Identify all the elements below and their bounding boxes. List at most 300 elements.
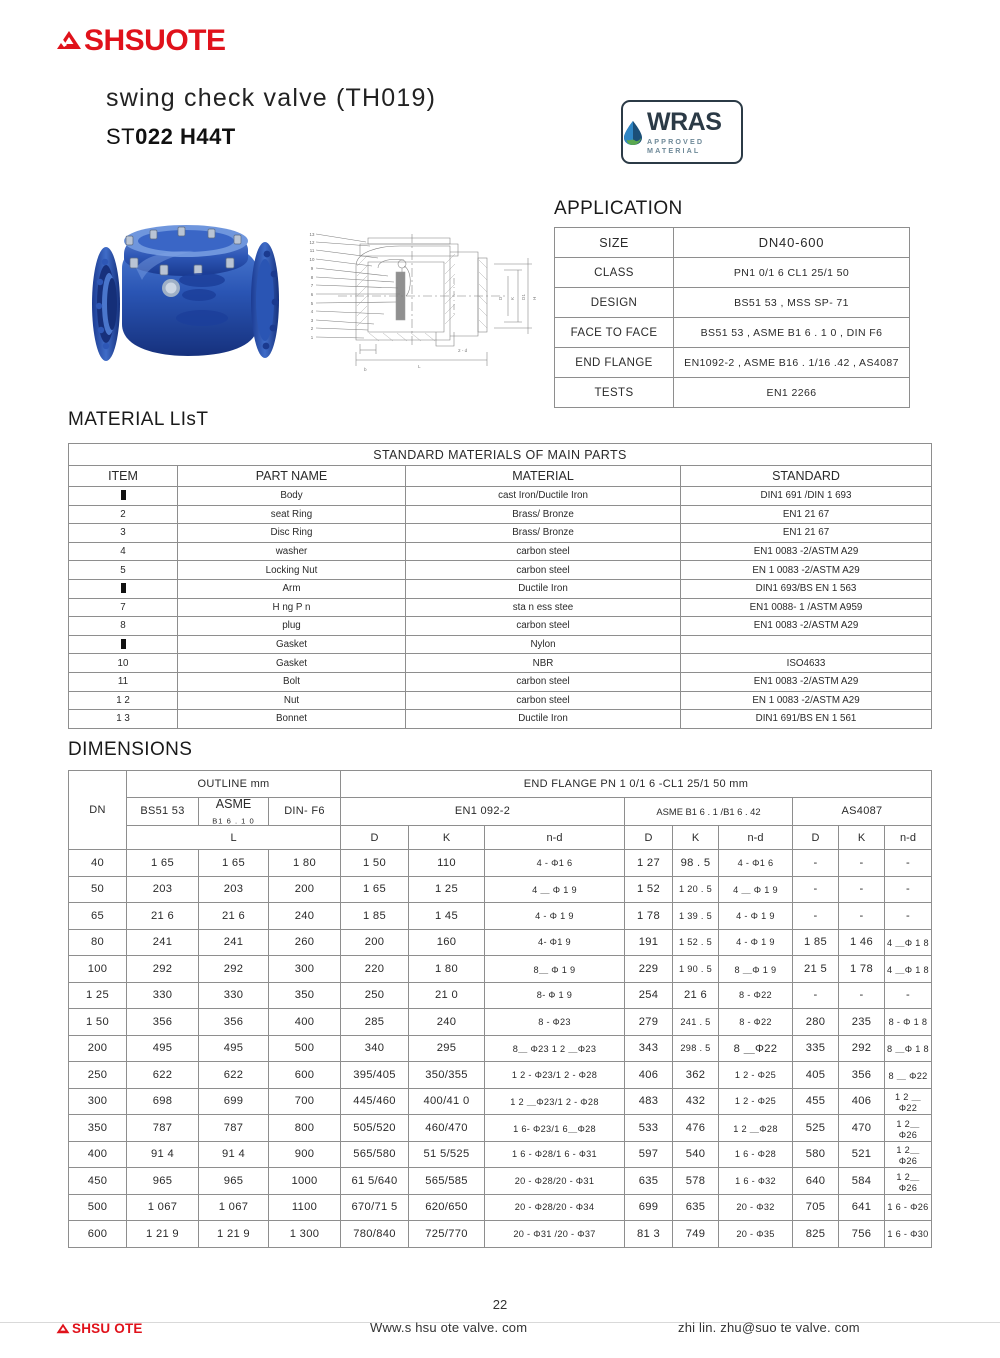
dim-cell-asme-k: 476 <box>673 1115 719 1142</box>
material-item-number: 7 <box>69 598 178 617</box>
dim-std-asme-b16: ASME B1 6 . 1 /B1 6 . 42 <box>625 797 793 826</box>
table-row <box>69 956 932 983</box>
material-standard: EN1 0083 -2/ASTM A29 <box>681 672 932 691</box>
footer-email[interactable]: zhi lin. zhu@suo te valve. com <box>678 1320 860 1335</box>
dim-cell-as-k: 1 46 <box>839 929 885 956</box>
svg-text:4: 4 <box>310 309 314 314</box>
dim-cell-asme-outline: 91 4 <box>199 1141 269 1168</box>
table-row <box>69 505 932 524</box>
dim-cell-as-k: 641 <box>839 1194 885 1221</box>
dim-cell-asme-outline: 965 <box>199 1168 269 1195</box>
dim-cell-asme-nd: 1 2 - Φ25 <box>719 1088 793 1115</box>
dim-cell-bs5153: 622 <box>127 1062 199 1089</box>
brand-logo <box>56 26 226 56</box>
dim-cell-as-nd: 8 ＿Φ 1 8 <box>885 1035 932 1062</box>
svg-text:10: 10 <box>309 257 315 262</box>
dim-cell-asme-d: 406 <box>625 1062 673 1089</box>
dim-cell-en-nd: 1 2 - Φ23/1 2 - Φ28 <box>485 1062 625 1089</box>
table-row <box>69 903 932 930</box>
dim-cell-asme-nd: 20 - Φ35 <box>719 1221 793 1248</box>
dim-cell-as-d: 580 <box>793 1141 839 1168</box>
material-standard: DIN1 691/BS EN 1 561 <box>681 710 932 729</box>
dim-cell-en-nd: 20 - Φ28/20 - Φ34 <box>485 1194 625 1221</box>
dim-cell-en-k: 460/470 <box>409 1115 485 1142</box>
table-row <box>69 850 932 877</box>
material-standard: EN 1 0083 -2/ASTM A29 <box>681 691 932 710</box>
svg-text:8: 8 <box>310 275 314 280</box>
wras-wordmark: WRAS <box>647 107 722 136</box>
dim-cell-dn: 200 <box>69 1035 127 1062</box>
dim-cell-en-k: 110 <box>409 850 485 877</box>
dim-cell-asme-outline: 622 <box>199 1062 269 1089</box>
table-row <box>69 1141 932 1168</box>
shsuote-triangle-logo <box>56 28 82 54</box>
item-number-bar-glyph <box>121 490 126 500</box>
table-row <box>69 1194 932 1221</box>
dim-cell-din-f6: 200 <box>269 876 341 903</box>
dim-cell-as-nd: - <box>885 903 932 930</box>
dim-cell-en-d: 445/460 <box>341 1088 409 1115</box>
dim-cell-asme-d: 254 <box>625 982 673 1009</box>
dim-cell-din-f6: 800 <box>269 1115 341 1142</box>
dim-cell-asme-nd: 4 - Φ1 6 <box>719 850 793 877</box>
dim-cell-asme-d: 597 <box>625 1141 673 1168</box>
material-material-name: sta n ess stee <box>406 598 681 617</box>
dim-cell-asme-nd: 4 - Φ 1 9 <box>719 903 793 930</box>
dim-cell-as-k: 584 <box>839 1168 885 1195</box>
shsuote-triangle-icon <box>56 1322 70 1336</box>
dim-subcol-as-k: K <box>839 826 885 850</box>
table-row <box>555 378 910 408</box>
dim-std-en1092-2: EN1 092-2 <box>341 797 625 826</box>
dim-cell-en-nd: 20 - Φ28/20 - Φ31 <box>485 1168 625 1195</box>
dim-cell-bs5153: 241 <box>127 929 199 956</box>
material-material-name: carbon steel <box>406 561 681 580</box>
dim-cell-bs5153: 1 65 <box>127 850 199 877</box>
dim-cell-en-d: 1 85 <box>341 903 409 930</box>
dim-cell-dn: 500 <box>69 1194 127 1221</box>
dim-cell-asme-nd: 1 6 - Φ28 <box>719 1141 793 1168</box>
application-value-end-flange: EN1092-2 , ASME B16 . 1/16 .42 , AS4087 <box>674 348 910 378</box>
dim-subcol-asme-nd: n-d <box>719 826 793 850</box>
dim-cell-din-f6: 1000 <box>269 1168 341 1195</box>
dim-cell-asme-d: 1 52 <box>625 876 673 903</box>
application-value-class: PN1 0/1 6 CL1 25/1 50 <box>674 258 910 288</box>
material-material-name: Nylon <box>406 635 681 654</box>
dim-cell-asme-k: 98 . 5 <box>673 850 719 877</box>
table-header-row-2 <box>69 797 932 826</box>
dim-cell-asme-outline: 241 <box>199 929 269 956</box>
dim-cell-asme-k: 1 20 . 5 <box>673 876 719 903</box>
dim-cell-bs5153: 21 6 <box>127 903 199 930</box>
dim-cell-as-nd: 1 2＿ Φ26 <box>885 1115 932 1142</box>
dim-cell-en-k: 620/650 <box>409 1194 485 1221</box>
dim-cell-as-d: 825 <box>793 1221 839 1248</box>
dim-cell-en-d: 285 <box>341 1009 409 1036</box>
dim-cell-asme-k: 21 6 <box>673 982 719 1009</box>
dim-cell-asme-d: 1 78 <box>625 903 673 930</box>
dim-cell-as-d: 1 85 <box>793 929 839 956</box>
table-title-row <box>69 444 932 466</box>
material-standard: EN1 0083 -2/ASTM A29 <box>681 617 932 636</box>
svg-text:2: 2 <box>310 326 314 331</box>
dim-cell-as-k: - <box>839 876 885 903</box>
material-part-name: Bonnet <box>178 710 406 729</box>
dim-cell-asme-outline: 292 <box>199 956 269 983</box>
dim-cell-bs5153: 965 <box>127 1168 199 1195</box>
dim-cell-asme-d: 279 <box>625 1009 673 1036</box>
application-key-face-to-face: FACE TO FACE <box>555 318 674 348</box>
dim-cell-asme-d: 229 <box>625 956 673 983</box>
dim-subcol-as-d: D <box>793 826 839 850</box>
svg-text:6: 6 <box>310 292 314 297</box>
dim-cell-din-f6: 900 <box>269 1141 341 1168</box>
table-row <box>69 1062 932 1089</box>
application-value-tests: EN1 2266 <box>674 378 910 408</box>
dim-cell-as-nd: 1 6 - Φ26 <box>885 1194 932 1221</box>
table-row <box>69 617 932 636</box>
application-table <box>554 227 910 408</box>
dim-cell-en-nd: 1 6- Φ23/1 6＿Φ28 <box>485 1115 625 1142</box>
table-row <box>69 487 932 506</box>
dim-cell-as-nd: 8 - Φ 1 8 <box>885 1009 932 1036</box>
table-row <box>69 672 932 691</box>
svg-text:1: 1 <box>310 335 314 340</box>
dim-cell-asme-k: 578 <box>673 1168 719 1195</box>
svg-text:K: K <box>510 296 515 300</box>
dim-cell-en-nd: 1 2 ＿Φ23/1 2 - Φ28 <box>485 1088 625 1115</box>
table-row <box>69 982 932 1009</box>
dim-cell-en-d: 395/405 <box>341 1062 409 1089</box>
dim-cell-en-nd: 8＿ Φ23 1 2 ＿Φ23 <box>485 1035 625 1062</box>
table-row <box>69 929 932 956</box>
table-row <box>69 579 932 598</box>
dim-cell-as-k: 292 <box>839 1035 885 1062</box>
dimensions-heading: DIMENSIONS <box>68 739 193 760</box>
material-item-number: 3 <box>69 524 178 543</box>
dim-cell-asme-k: 298 . 5 <box>673 1035 719 1062</box>
table-row <box>69 1088 932 1115</box>
dim-cell-asme-d: 191 <box>625 929 673 956</box>
dim-cell-en-nd: 4 - Φ1 6 <box>485 850 625 877</box>
dim-cell-en-d: 565/580 <box>341 1141 409 1168</box>
material-part-name: Body <box>178 487 406 506</box>
dim-cell-as-nd: 8 ＿ Φ22 <box>885 1062 932 1089</box>
dim-cell-din-f6: 1 80 <box>269 850 341 877</box>
table-row <box>69 1009 932 1036</box>
material-material-name: carbon steel <box>406 672 681 691</box>
dim-cell-din-f6: 300 <box>269 956 341 983</box>
material-item-number: 2 <box>69 505 178 524</box>
material-item-number: 4 <box>69 542 178 561</box>
application-value-face-to-face: BS51 53 , ASME B1 6 . 1 0 , DIN F6 <box>674 318 910 348</box>
model-code: 022 H44T <box>135 123 236 149</box>
dim-cell-asme-outline: 1 65 <box>199 850 269 877</box>
material-col-material: MATERIAL <box>406 466 681 487</box>
dim-cell-bs5153: 787 <box>127 1115 199 1142</box>
dim-cell-din-f6: 1 300 <box>269 1221 341 1248</box>
material-table-title: STANDARD MATERIALS OF MAIN PARTS <box>69 444 932 466</box>
dim-std-as4087: AS4087 <box>793 797 932 826</box>
svg-text:11: 11 <box>309 248 315 253</box>
dim-cell-en-k: 21 0 <box>409 982 485 1009</box>
material-part-name: Locking Nut <box>178 561 406 580</box>
svg-text:L: L <box>418 364 421 369</box>
dim-cell-bs5153: 698 <box>127 1088 199 1115</box>
dim-cell-en-k: 725/770 <box>409 1221 485 1248</box>
dim-cell-as-nd: 1 2 ＿ Φ22 <box>885 1088 932 1115</box>
dim-cell-en-d: 1 65 <box>341 876 409 903</box>
table-row <box>555 228 910 258</box>
dim-cell-dn: 80 <box>69 929 127 956</box>
dim-cell-asme-nd: 20 - Φ32 <box>719 1194 793 1221</box>
dim-cell-as-d: 640 <box>793 1168 839 1195</box>
material-item-number <box>69 635 178 654</box>
svg-text:D1: D1 <box>521 294 526 300</box>
table-row <box>69 1035 932 1062</box>
dim-subcol-asme-d: D <box>625 826 673 850</box>
technical-drawing <box>308 228 538 380</box>
footer-brand-name: SHSU OTE <box>72 1321 143 1336</box>
dim-cell-asme-nd: 1 2 ＿Φ28 <box>719 1115 793 1142</box>
svg-text:b: b <box>364 367 367 372</box>
dim-cell-as-k: - <box>839 982 885 1009</box>
table-row <box>69 542 932 561</box>
material-col-standard: STANDARD <box>681 466 932 487</box>
table-row <box>555 258 910 288</box>
application-key-design: DESIGN <box>555 288 674 318</box>
dim-cell-en-k: 400/41 0 <box>409 1088 485 1115</box>
dim-cell-en-k: 350/355 <box>409 1062 485 1089</box>
dim-cell-asme-outline: 1 21 9 <box>199 1221 269 1248</box>
table-row <box>69 1168 932 1195</box>
dim-cell-as-k: 756 <box>839 1221 885 1248</box>
dim-cell-as-k: 235 <box>839 1009 885 1036</box>
dim-cell-asme-d: 635 <box>625 1168 673 1195</box>
dim-cell-en-d: 670/71 5 <box>341 1194 409 1221</box>
table-header-row-3 <box>69 826 932 850</box>
wras-approval-badge <box>621 100 743 164</box>
dim-cell-en-d: 340 <box>341 1035 409 1062</box>
dim-cell-en-nd: 8＿ Φ 1 9 <box>485 956 625 983</box>
dim-cell-asme-k: 749 <box>673 1221 719 1248</box>
dim-cell-dn: 600 <box>69 1221 127 1248</box>
material-material-name: Ductile Iron <box>406 710 681 729</box>
dim-cell-as-nd: - <box>885 850 932 877</box>
dim-cell-dn: 100 <box>69 956 127 983</box>
material-part-name: Arm <box>178 579 406 598</box>
dim-cell-asme-d: 483 <box>625 1088 673 1115</box>
dim-cell-as-k: 356 <box>839 1062 885 1089</box>
dim-cell-as-d: - <box>793 876 839 903</box>
dim-cell-en-d: 200 <box>341 929 409 956</box>
dim-cell-asme-outline: 356 <box>199 1009 269 1036</box>
dim-subcol-as-nd: n-d <box>885 826 932 850</box>
material-material-name: carbon steel <box>406 542 681 561</box>
dim-cell-din-f6: 240 <box>269 903 341 930</box>
material-standard: EN1 21 67 <box>681 505 932 524</box>
dim-cell-en-d: 220 <box>341 956 409 983</box>
material-material-name: Brass/ Bronze <box>406 524 681 543</box>
material-part-name: Disc Ring <box>178 524 406 543</box>
dim-group-end-flange: END FLANGE PN 1 0/1 6 -CL1 25/1 50 mm <box>341 771 932 798</box>
dim-cell-asme-nd: 4 ＿ Φ 1 9 <box>719 876 793 903</box>
material-material-name: Ductile Iron <box>406 579 681 598</box>
material-standard: EN1 0083 -2/ASTM A29 <box>681 542 932 561</box>
application-key-end-flange: END FLANGE <box>555 348 674 378</box>
dim-cell-en-k: 51 5/525 <box>409 1141 485 1168</box>
dim-cell-asme-k: 1 39 . 5 <box>673 903 719 930</box>
table-row <box>69 654 932 673</box>
dim-cell-asme-nd: 8 ＿Φ 1 9 <box>719 956 793 983</box>
table-row <box>69 691 932 710</box>
dim-cell-dn: 65 <box>69 903 127 930</box>
svg-text:12: 12 <box>309 240 315 245</box>
table-row <box>69 1115 932 1142</box>
material-material-name: cast Iron/Ductile Iron <box>406 487 681 506</box>
dim-cell-en-k: 1 80 <box>409 956 485 983</box>
dim-subcol-asme-k: K <box>673 826 719 850</box>
dim-std-asme-outline <box>199 797 269 826</box>
dim-cell-as-d: - <box>793 903 839 930</box>
material-item-number: 1 3 <box>69 710 178 729</box>
dim-cell-as-nd: - <box>885 982 932 1009</box>
dim-cell-en-nd: 1 6 - Φ28/1 6 - Ф31 <box>485 1141 625 1168</box>
svg-text:13: 13 <box>309 232 315 237</box>
footer-brand <box>56 1321 143 1336</box>
dim-cell-bs5153: 1 21 9 <box>127 1221 199 1248</box>
footer-website[interactable]: Www.s hsu ote valve. com <box>370 1320 528 1335</box>
svg-text:5: 5 <box>310 301 314 306</box>
dim-cell-bs5153: 203 <box>127 876 199 903</box>
material-col-item: ITEM <box>69 466 178 487</box>
dim-cell-en-nd: 4- Φ1 9 <box>485 929 625 956</box>
dim-cell-dn: 1 50 <box>69 1009 127 1036</box>
application-value-size: DN40-600 <box>674 228 910 258</box>
dim-cell-bs5153: 1 067 <box>127 1194 199 1221</box>
dim-cell-asme-d: 343 <box>625 1035 673 1062</box>
dim-cell-as-nd: - <box>885 876 932 903</box>
dim-cell-asme-k: 362 <box>673 1062 719 1089</box>
material-part-name: Nut <box>178 691 406 710</box>
application-value-design: BS51 53 , MSS SP- 71 <box>674 288 910 318</box>
dim-cell-dn: 250 <box>69 1062 127 1089</box>
dim-cell-as-nd: 4 ＿Φ 1 8 <box>885 929 932 956</box>
table-row <box>555 288 910 318</box>
material-col-part-name: PART NAME <box>178 466 406 487</box>
dim-cell-din-f6: 350 <box>269 982 341 1009</box>
table-row <box>69 561 932 580</box>
dim-cell-dn: 40 <box>69 850 127 877</box>
dim-cell-asme-nd: 8 - Ф22 <box>719 1009 793 1036</box>
dim-cell-din-f6: 500 <box>269 1035 341 1062</box>
dim-cell-dn: 50 <box>69 876 127 903</box>
application-key-size: SIZE <box>555 228 674 258</box>
table-row <box>555 348 910 378</box>
dim-subcol-l: L <box>127 826 341 850</box>
dim-cell-as-k: 521 <box>839 1141 885 1168</box>
material-standard: EN1 0088- 1 /ASTM A959 <box>681 598 932 617</box>
dim-cell-as-k: - <box>839 850 885 877</box>
material-part-name: H ng P n <box>178 598 406 617</box>
dim-cell-dn: 400 <box>69 1141 127 1168</box>
material-part-name: washer <box>178 542 406 561</box>
dim-cell-din-f6: 600 <box>269 1062 341 1089</box>
dim-cell-asme-d: 699 <box>625 1194 673 1221</box>
dim-cell-asme-k: 432 <box>673 1088 719 1115</box>
dim-cell-asme-nd: 1 2 - Φ25 <box>719 1062 793 1089</box>
dim-cell-dn: 300 <box>69 1088 127 1115</box>
wras-tagline: APPROVED MATERIAL <box>647 137 705 156</box>
dim-cell-en-k: 295 <box>409 1035 485 1062</box>
dim-cell-en-k: 1 25 <box>409 876 485 903</box>
dim-cell-bs5153: 91 4 <box>127 1141 199 1168</box>
product-title-block <box>106 82 436 153</box>
dim-group-outline: OUTLINE mm <box>127 771 341 798</box>
dim-cell-asme-nd: 8 ＿Φ22 <box>719 1035 793 1062</box>
dim-std-bs5153: BS51 53 <box>127 797 199 826</box>
dim-cell-as-d: 280 <box>793 1009 839 1036</box>
table-row <box>69 710 932 729</box>
dim-cell-dn: 350 <box>69 1115 127 1142</box>
dim-subcol-en-nd: n-d <box>485 826 625 850</box>
dim-cell-asme-k: 1 52 . 5 <box>673 929 719 956</box>
dim-cell-asme-nd: 1 6 - Ф32 <box>719 1168 793 1195</box>
dim-std-din-f6: DIN- F6 <box>269 797 341 826</box>
dim-cell-en-nd: 20 - Φ31 /20 - Φ37 <box>485 1221 625 1248</box>
dim-cell-asme-outline: 203 <box>199 876 269 903</box>
dim-cell-as-k: 1 78 <box>839 956 885 983</box>
dim-cell-en-k: 1 45 <box>409 903 485 930</box>
dim-cell-en-d: 61 5/640 <box>341 1168 409 1195</box>
dim-cell-bs5153: 292 <box>127 956 199 983</box>
material-material-name: NBR <box>406 654 681 673</box>
material-material-name: Brass/ Bronze <box>406 505 681 524</box>
material-standard: EN1 21 67 <box>681 524 932 543</box>
material-part-name: seat Ring <box>178 505 406 524</box>
page-title: swing check valve (TH019) <box>106 84 437 112</box>
table-header-row <box>69 466 932 487</box>
dim-cell-asme-outline: 495 <box>199 1035 269 1062</box>
dim-cell-en-d: 780/840 <box>341 1221 409 1248</box>
brand-name: SHSUOTE <box>84 24 226 57</box>
svg-text:2 - d: 2 - d <box>458 348 468 353</box>
dim-cell-as-nd: 1 2＿ Φ26 <box>885 1168 932 1195</box>
dim-cell-as-d: 705 <box>793 1194 839 1221</box>
svg-text:9: 9 <box>310 266 314 271</box>
application-key-class: CLASS <box>555 258 674 288</box>
item-number-bar-glyph <box>121 639 126 649</box>
material-standard: EN 1 0083 -2/ASTM A29 <box>681 561 932 580</box>
table-row <box>69 1221 932 1248</box>
application-heading: APPLICATION <box>554 198 683 219</box>
dim-cell-as-nd: 4 ＿Φ 1 8 <box>885 956 932 983</box>
material-item-number: 5 <box>69 561 178 580</box>
dim-cell-en-d: 250 <box>341 982 409 1009</box>
material-material-name: carbon steel <box>406 617 681 636</box>
material-standard: DIN1 691 /DIN 1 693 <box>681 487 932 506</box>
dim-cell-as-nd: 1 6 - Φ30 <box>885 1221 932 1248</box>
table-row <box>69 635 932 654</box>
dim-cell-asme-nd: 8 - Φ22 <box>719 982 793 1009</box>
material-item-number: 8 <box>69 617 178 636</box>
material-standard <box>681 635 932 654</box>
dim-cell-asme-outline: 21 6 <box>199 903 269 930</box>
material-part-name: Gasket <box>178 654 406 673</box>
table-row <box>555 318 910 348</box>
material-part-name: Bolt <box>178 672 406 691</box>
dim-cell-asme-d: 1 27 <box>625 850 673 877</box>
